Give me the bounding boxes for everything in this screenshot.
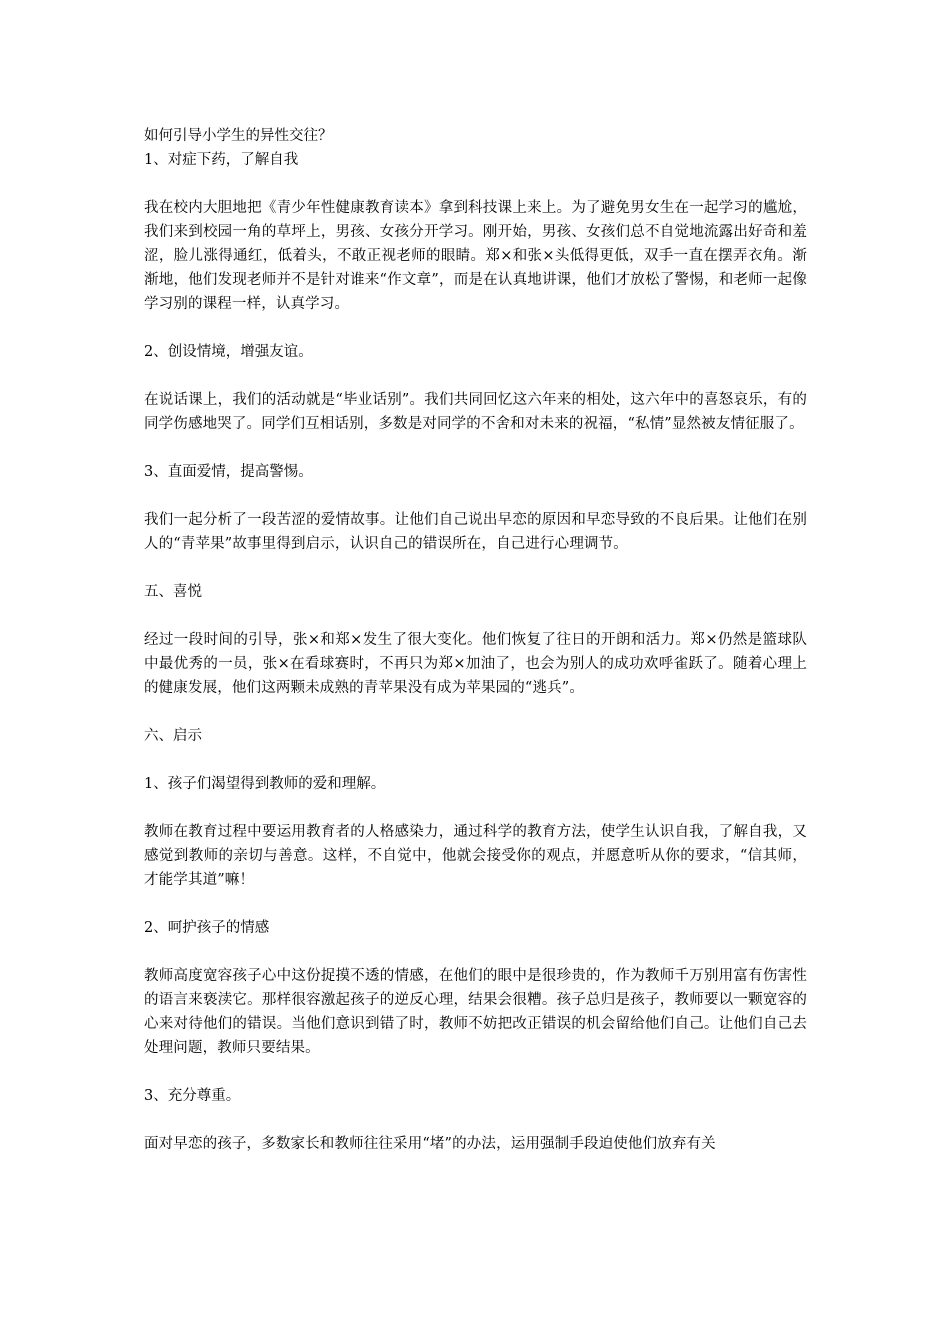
document-title: 如何引导小学生的异性交往？ bbox=[144, 128, 333, 144]
spacer bbox=[144, 796, 807, 820]
spacer bbox=[144, 316, 807, 340]
spacer bbox=[144, 364, 807, 388]
section-heading-7: 2、呵护孩子的情感 bbox=[144, 920, 270, 936]
paragraph-2: 在说话课上，我们的活动就是“毕业话别”。我们共同回忆这六年来的相处，这六年中的喜怒哀乐，有的同学伤感地哭了。同学们互相话别，多数是对同学的不舍和对未来的祝福，“私情”显然被友情征服了。 bbox=[144, 392, 807, 432]
section-heading-8: 3、充分尊重。 bbox=[144, 1088, 241, 1104]
spacer bbox=[144, 1060, 807, 1084]
spacer bbox=[144, 484, 807, 508]
spacer bbox=[144, 556, 807, 580]
spacer bbox=[144, 436, 807, 460]
paragraph-6: 教师高度宽容孩子心中这份捉摸不透的情感，在他们的眼中是很珍贵的，作为教师千万别用富有伤害性的语言来亵渎它。那样很容激起孩子的逆反心理，结果会很糟。孩子总归是孩子，教师要以一颗宽容的心来对待他们的错误。当他们意识到错了时，教师不妨把改正错误的机会留给他们自己。让他们自己去处理问题，教师只要结果。 bbox=[144, 968, 807, 1056]
spacer bbox=[144, 1108, 807, 1132]
document-body bbox=[144, 124, 807, 1156]
section-heading-2: 2、创设情境，增强友谊。 bbox=[144, 344, 313, 360]
spacer bbox=[144, 940, 807, 964]
paragraph-1: 我在校内大胆地把《青少年性健康教育读本》拿到科技课上来上。为了避免男女生在一起学习的尴尬，我们来到校园一角的草坪上，男孩、女孩分开学习。刚开始，男孩、女孩们总不自觉地流露出好奇和羞涩，脸儿涨得通红，低着头，不敢正视老师的眼睛。郑×和张×头低得更低，双手一直在摆弄衣角。渐渐地，他们发现老师并不是针对谁来“作文章”，而是在认真地讲课，他们才放松了警惕，和老师一起像学习别的课程一样，认真学习。 bbox=[144, 200, 807, 312]
paragraph-5: 教师在教育过程中要运用教育者的人格感染力，通过科学的教育方法，使学生认识自我，了解自我，又感觉到教师的亲切与善意。这样，不自觉中，他就会接受你的观点，并愿意听从你的要求，“信其师，才能学其道”嘛！ bbox=[144, 824, 807, 888]
spacer bbox=[144, 604, 807, 628]
spacer bbox=[144, 748, 807, 772]
spacer bbox=[144, 172, 807, 196]
section-heading-4: 五、喜悦 bbox=[144, 584, 202, 600]
paragraph-3: 我们一起分析了一段苦涩的爱情故事。让他们自己说出早恋的原因和早恋导致的不良后果。让他们在别人的“青苹果”故事里得到启示，认识自己的错误所在，自己进行心理调节。 bbox=[144, 512, 807, 552]
section-heading-1: 1、对症下药，了解自我 bbox=[144, 152, 299, 168]
paragraph-4: 经过一段时间的引导，张×和郑×发生了很大变化。他们恢复了往日的开朗和活力。郑×仍然是篮球队中最优秀的一员，张×在看球赛时，不再只为郑×加油了，也会为别人的成功欢呼雀跃了。随着心理上的健康发展，他们这两颗未成熟的青苹果没有成为苹果园的“逃兵”。 bbox=[144, 632, 807, 696]
section-heading-6: 1、孩子们渴望得到教师的爱和理解。 bbox=[144, 776, 386, 792]
spacer bbox=[144, 892, 807, 916]
section-heading-3: 3、直面爱情，提高警惕。 bbox=[144, 464, 313, 480]
spacer bbox=[144, 700, 807, 724]
paragraph-7: 面对早恋的孩子，多数家长和教师往往采用“堵”的办法，运用强制手段迫使他们放弃有关 bbox=[144, 1136, 716, 1152]
section-heading-5: 六、启示 bbox=[144, 728, 202, 744]
